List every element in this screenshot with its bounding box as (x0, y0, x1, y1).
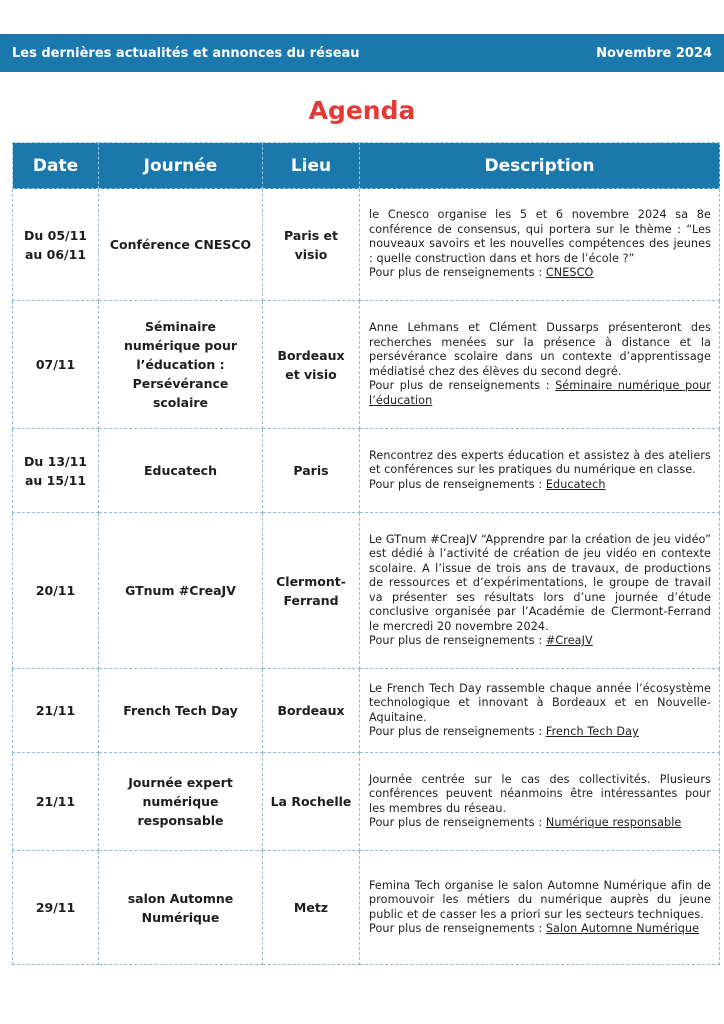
table-row (13, 189, 720, 301)
event-place: La Rochelle (263, 753, 360, 851)
event-date: 07/11 (13, 301, 99, 429)
event-place: Bordeaux (263, 669, 360, 753)
event-date: Du 13/11 au 15/11 (13, 429, 99, 513)
event-link[interactable]: French Tech Day (545, 725, 639, 738)
event-date: Du 05/11 au 06/11 (13, 189, 99, 301)
page-title: Agenda (308, 96, 416, 125)
event-place: Clermont-Ferrand (263, 513, 360, 669)
more-info-label: Pour plus de renseignements : (369, 725, 546, 738)
more-info (369, 266, 711, 281)
event-description: le Cnesco organise les 5 et 6 novembre 2024 sa 8e conférence de consensus, qui portera sur le thème : “Les nouveaux savoirs et les nouvelles compétences des jeunes : quelle construction dans et hors de l’école ?” (369, 208, 711, 265)
event-description-cell (360, 669, 720, 753)
event-name: Educatech (99, 429, 263, 513)
event-name: salon Automne Numérique (99, 851, 263, 965)
event-description: Le French Tech Day rassemble chaque année l’écosystème technologique et innovant à Bordeaux et en Nouvelle-Aquitaine. (369, 681, 711, 724)
event-description-cell (360, 513, 720, 669)
table-row (13, 429, 720, 513)
more-info (369, 725, 711, 740)
event-name: Séminaire numérique pour l’éducation : Persévérance scolaire (99, 301, 263, 429)
column-header-place: Lieu (263, 143, 360, 189)
event-description: Femina Tech organise le salon Automne Numérique afin de promouvoir les métiers du numérique auprès du jeune public et de casser les a priori sur les secteurs techniques. (369, 878, 711, 921)
more-info-label: Pour plus de renseignements : (369, 477, 546, 491)
event-link[interactable]: Séminaire numérique pour l’éducation (369, 379, 711, 407)
more-info (369, 379, 711, 408)
header-date: Novembre 2024 (596, 45, 712, 61)
header-left-text: Les dernières actualités et annonces du réseau (12, 45, 360, 61)
event-description-cell (360, 851, 720, 965)
more-info-label: Pour plus de renseignements : (369, 266, 546, 280)
column-header-event: Journée (99, 143, 263, 189)
more-info-label: Pour plus de renseignements : (369, 922, 546, 935)
column-header-date: Date (13, 143, 99, 189)
event-name: Conférence CNESCO (99, 189, 263, 301)
table-row (13, 753, 720, 851)
more-info (369, 922, 711, 937)
more-info-label: Pour plus de renseignements : (369, 379, 556, 392)
event-link[interactable]: Salon Automne Numérique (545, 922, 700, 935)
event-name: French Tech Day (99, 669, 263, 753)
event-link[interactable]: CNESCO (545, 266, 594, 280)
event-description-cell (360, 301, 720, 429)
event-place: Metz (263, 851, 360, 965)
table-row (13, 669, 720, 753)
table-header-row (13, 143, 720, 189)
event-place: Paris et visio (263, 189, 360, 301)
column-header-description: Description (360, 143, 720, 189)
header-bar (0, 34, 724, 72)
more-info (369, 816, 711, 831)
table-row (13, 301, 720, 429)
event-description: Le GTnum #CreaJV “Apprendre par la création de jeu vidéo” est dédié à l’activité de création de jeu vidéo en contexte scolaire. A l’issue de trois ans de travaux, de productions de ressources et d’expérimentations, le groupe de travail va présenter ses résultats lors d’une journée d’étude conclusive organisée par l’Académie de Clermont-Ferrand le mercredi 20 novembre 2024. (369, 532, 711, 633)
event-description-cell (360, 753, 720, 851)
event-description: Journée centrée sur le cas des collectivités. Plusieurs conférences peuvent néanmoins être intéressantes pour les membres du réseau. (369, 772, 711, 815)
agenda-table (12, 142, 720, 965)
event-description: Rencontrez des experts éducation et assistez à des ateliers et conférences sur les pratiques du numérique en classe. (369, 448, 711, 477)
more-info (369, 634, 711, 649)
event-place: Paris (263, 429, 360, 513)
more-info (369, 478, 711, 493)
event-link[interactable]: Educatech (545, 477, 606, 491)
event-place: Bordeaux et visio (263, 301, 360, 429)
more-info-label: Pour plus de renseignements : (369, 816, 546, 829)
event-date: 21/11 (13, 753, 99, 851)
more-info-label: Pour plus de renseignements : (369, 634, 546, 647)
event-date: 20/11 (13, 513, 99, 669)
event-link[interactable]: Numérique responsable (545, 816, 682, 829)
event-description-cell (360, 429, 720, 513)
event-link[interactable]: #CreaJV (545, 634, 593, 647)
event-description: Anne Lehmans et Clément Dussarps présenteront des recherches menées sur la présence à distance et la persévérance scolaire dans un contexte d’apprentissage médiatisé chez des élèves du second degré. (369, 321, 711, 378)
event-date: 21/11 (13, 669, 99, 753)
table-row (13, 851, 720, 965)
event-name: Journée expert numérique responsable (99, 753, 263, 851)
event-description-cell (360, 189, 720, 301)
event-date: 29/11 (13, 851, 99, 965)
event-name: GTnum #CreaJV (99, 513, 263, 669)
table-row (13, 513, 720, 669)
